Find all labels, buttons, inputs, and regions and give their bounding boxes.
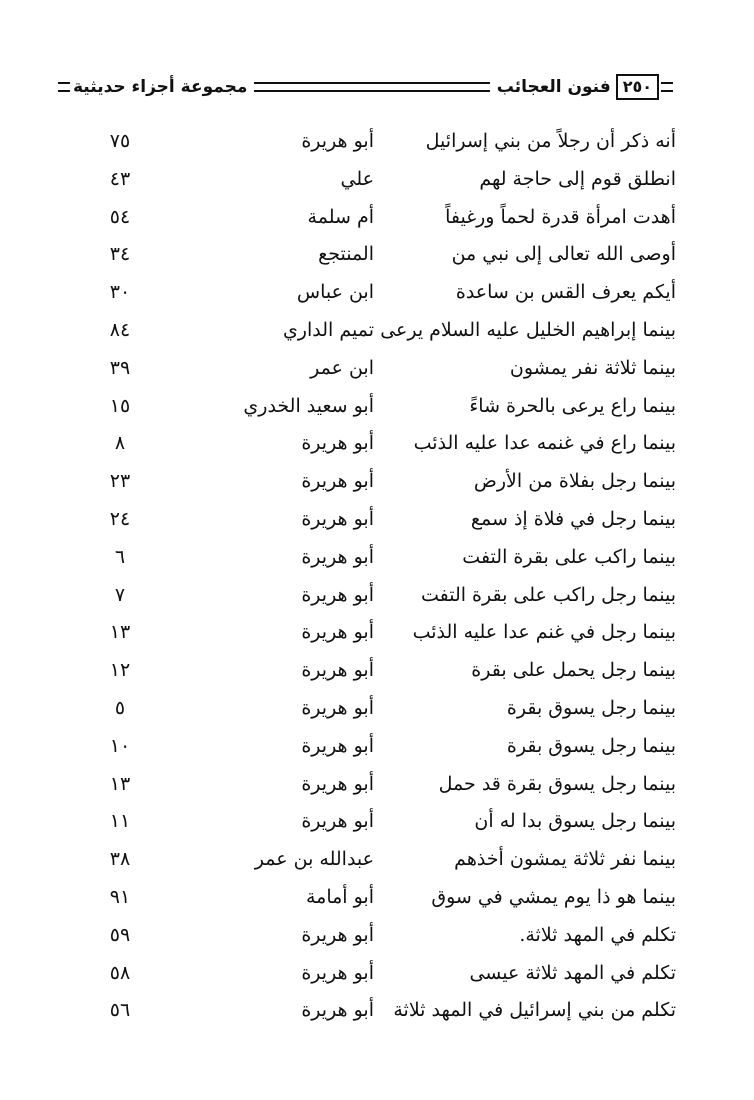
hadith-text: تكلم من بني إسرائيل في المهد ثلاثة (393, 999, 676, 1022)
narrator-name: ابن عباس (296, 281, 374, 304)
page-reference: ٥٦ (109, 999, 131, 1022)
narrator-name: أبو هريرة (301, 130, 374, 152)
index-row (0, 500, 754, 538)
page-reference: ٣٤ (109, 243, 131, 266)
hadith-text: بينما رجل يسوق بدا له أن (474, 810, 676, 833)
page-reference: ١٣ (109, 772, 131, 795)
page-reference: ١٣ (109, 621, 131, 644)
page-reference: ١٠ (109, 734, 131, 757)
hadith-text: أهدت امرأة قدرة لحماً ورغيفاً (445, 205, 676, 228)
index-row (0, 689, 754, 727)
narrator-name: أبو هريرة (301, 734, 374, 757)
page-reference: ٥٤ (109, 205, 131, 228)
index-row (0, 916, 754, 954)
page-reference: ٤٣ (109, 167, 131, 190)
index-row (0, 576, 754, 614)
index-row (0, 273, 754, 311)
narrator-name: أم سلمة (307, 205, 374, 228)
hadith-text: بينما رجل في فلاة إذ سمع (470, 507, 676, 530)
page-reference: ٣٨ (109, 848, 131, 871)
narrator-name: ابن عمر (310, 356, 374, 379)
narrator-name: أبو هريرة (301, 772, 374, 795)
index-row (0, 387, 754, 425)
page-reference: ٣٩ (109, 356, 131, 379)
header-rule-middle (254, 82, 489, 92)
index-row (0, 160, 754, 198)
hadith-text: أوصى الله تعالى إلى نبي من (451, 243, 676, 266)
hadith-text: بينما رجل في غنم عدا عليه الذئب (412, 621, 676, 644)
narrator-name: أبو هريرة (301, 583, 374, 606)
narrator-name: أبو هريرة (301, 659, 374, 682)
index-row (0, 349, 754, 387)
narrator-name: أبو هريرة (301, 432, 374, 455)
hadith-text: أيكم يعرف القس بن ساعدة (455, 281, 676, 304)
hadith-text: بينما رجل بفلاة من الأرض (473, 470, 676, 493)
narrator-name: أبو سعيد الخدري (243, 394, 374, 417)
narrator-name: تميم الداري (282, 318, 374, 341)
index-row (0, 424, 754, 462)
hadith-text: بينما رجل يسوق بقرة قد حمل (438, 772, 676, 795)
narrator-name: علي (340, 167, 374, 190)
index-row (0, 840, 754, 878)
header-rule-right (661, 82, 673, 92)
page-number: ٢٥٠ (616, 74, 659, 100)
hadith-text: بينما نفر ثلاثة يمشون أخذهم (454, 848, 676, 871)
index-row (0, 727, 754, 765)
index-row (0, 878, 754, 916)
hadith-text: بينما ثلاثة نفر يمشون (509, 356, 676, 379)
page-reference: ٥ (114, 696, 126, 719)
narrator-name: أبو هريرة (301, 470, 374, 493)
page-reference: ٥٩ (109, 923, 131, 946)
page-reference: ٨ (114, 432, 126, 455)
index-row (0, 954, 754, 992)
index-row (0, 311, 754, 349)
hadith-text: أنه ذكر أن رجلاً من بني إسرائيل (425, 130, 676, 152)
index-row (0, 613, 754, 651)
narrator-name: أبو هريرة (301, 545, 374, 568)
hadith-text: تكلم في المهد ثلاثة عيسى (469, 961, 676, 984)
index-row (0, 462, 754, 500)
index-row (0, 198, 754, 236)
narrator-name: أبو هريرة (301, 621, 374, 644)
page-reference: ١١ (109, 810, 131, 833)
hadith-text: بينما رجل يسوق بقرة (506, 696, 676, 719)
running-header (58, 72, 673, 102)
index-row (0, 235, 754, 273)
page-reference: ٨٤ (109, 318, 131, 341)
collection-title: مجموعة أجزاء حديثية (73, 77, 248, 97)
hadith-text: انطلق قوم إلى حاجة لهم (479, 167, 676, 190)
page-reference: ٢٤ (109, 507, 131, 530)
hadith-text: بينما راكب على بقرة التفت (462, 545, 676, 568)
index-row (0, 765, 754, 803)
narrator-name: المنتجع (318, 243, 374, 266)
page-reference: ٩١ (109, 885, 131, 908)
page-reference: ٧ (114, 583, 126, 606)
header-rule-left (58, 82, 70, 92)
index-row (0, 538, 754, 576)
narrator-name: أبو هريرة (301, 810, 374, 833)
hadith-text: بينما هو ذا يوم يمشي في سوق (431, 885, 676, 908)
hadith-index-list (0, 122, 754, 1029)
index-row (0, 651, 754, 689)
narrator-name: عبدالله بن عمر (254, 848, 374, 871)
hadith-text: بينما رجل يحمل على بقرة (471, 659, 676, 682)
book-title: فنون العجائب (496, 77, 611, 97)
hadith-text: بينما راع يرعى بالحرة شاءً (469, 394, 676, 417)
page-reference: ٥٨ (109, 961, 131, 984)
page-reference: ١٥ (109, 394, 131, 417)
hadith-text: بينما رجل راكب على بقرة التفت (420, 583, 676, 606)
narrator-name: أبو هريرة (301, 507, 374, 530)
page-reference: ٣٠ (109, 281, 131, 304)
index-row (0, 991, 754, 1029)
hadith-text: بينما راع في غنمه عدا عليه الذئب (413, 432, 676, 455)
page-reference: ٢٣ (109, 470, 131, 493)
hadith-text: تكلم في المهد ثلاثة. (519, 923, 676, 946)
narrator-name: أبو هريرة (301, 696, 374, 719)
narrator-name: أبو هريرة (301, 999, 374, 1022)
index-row (0, 802, 754, 840)
page-reference: ٧٥ (109, 130, 131, 152)
narrator-name: أبو أمامة (305, 885, 374, 908)
narrator-name: أبو هريرة (301, 923, 374, 946)
index-row (0, 122, 754, 160)
narrator-name: أبو هريرة (301, 961, 374, 984)
hadith-text: بينما إبراهيم الخليل عليه السلام يرعى (380, 318, 676, 341)
page-reference: ١٢ (109, 659, 131, 682)
hadith-text: بينما رجل يسوق بقرة (506, 734, 676, 757)
page-reference: ٦ (114, 545, 126, 568)
